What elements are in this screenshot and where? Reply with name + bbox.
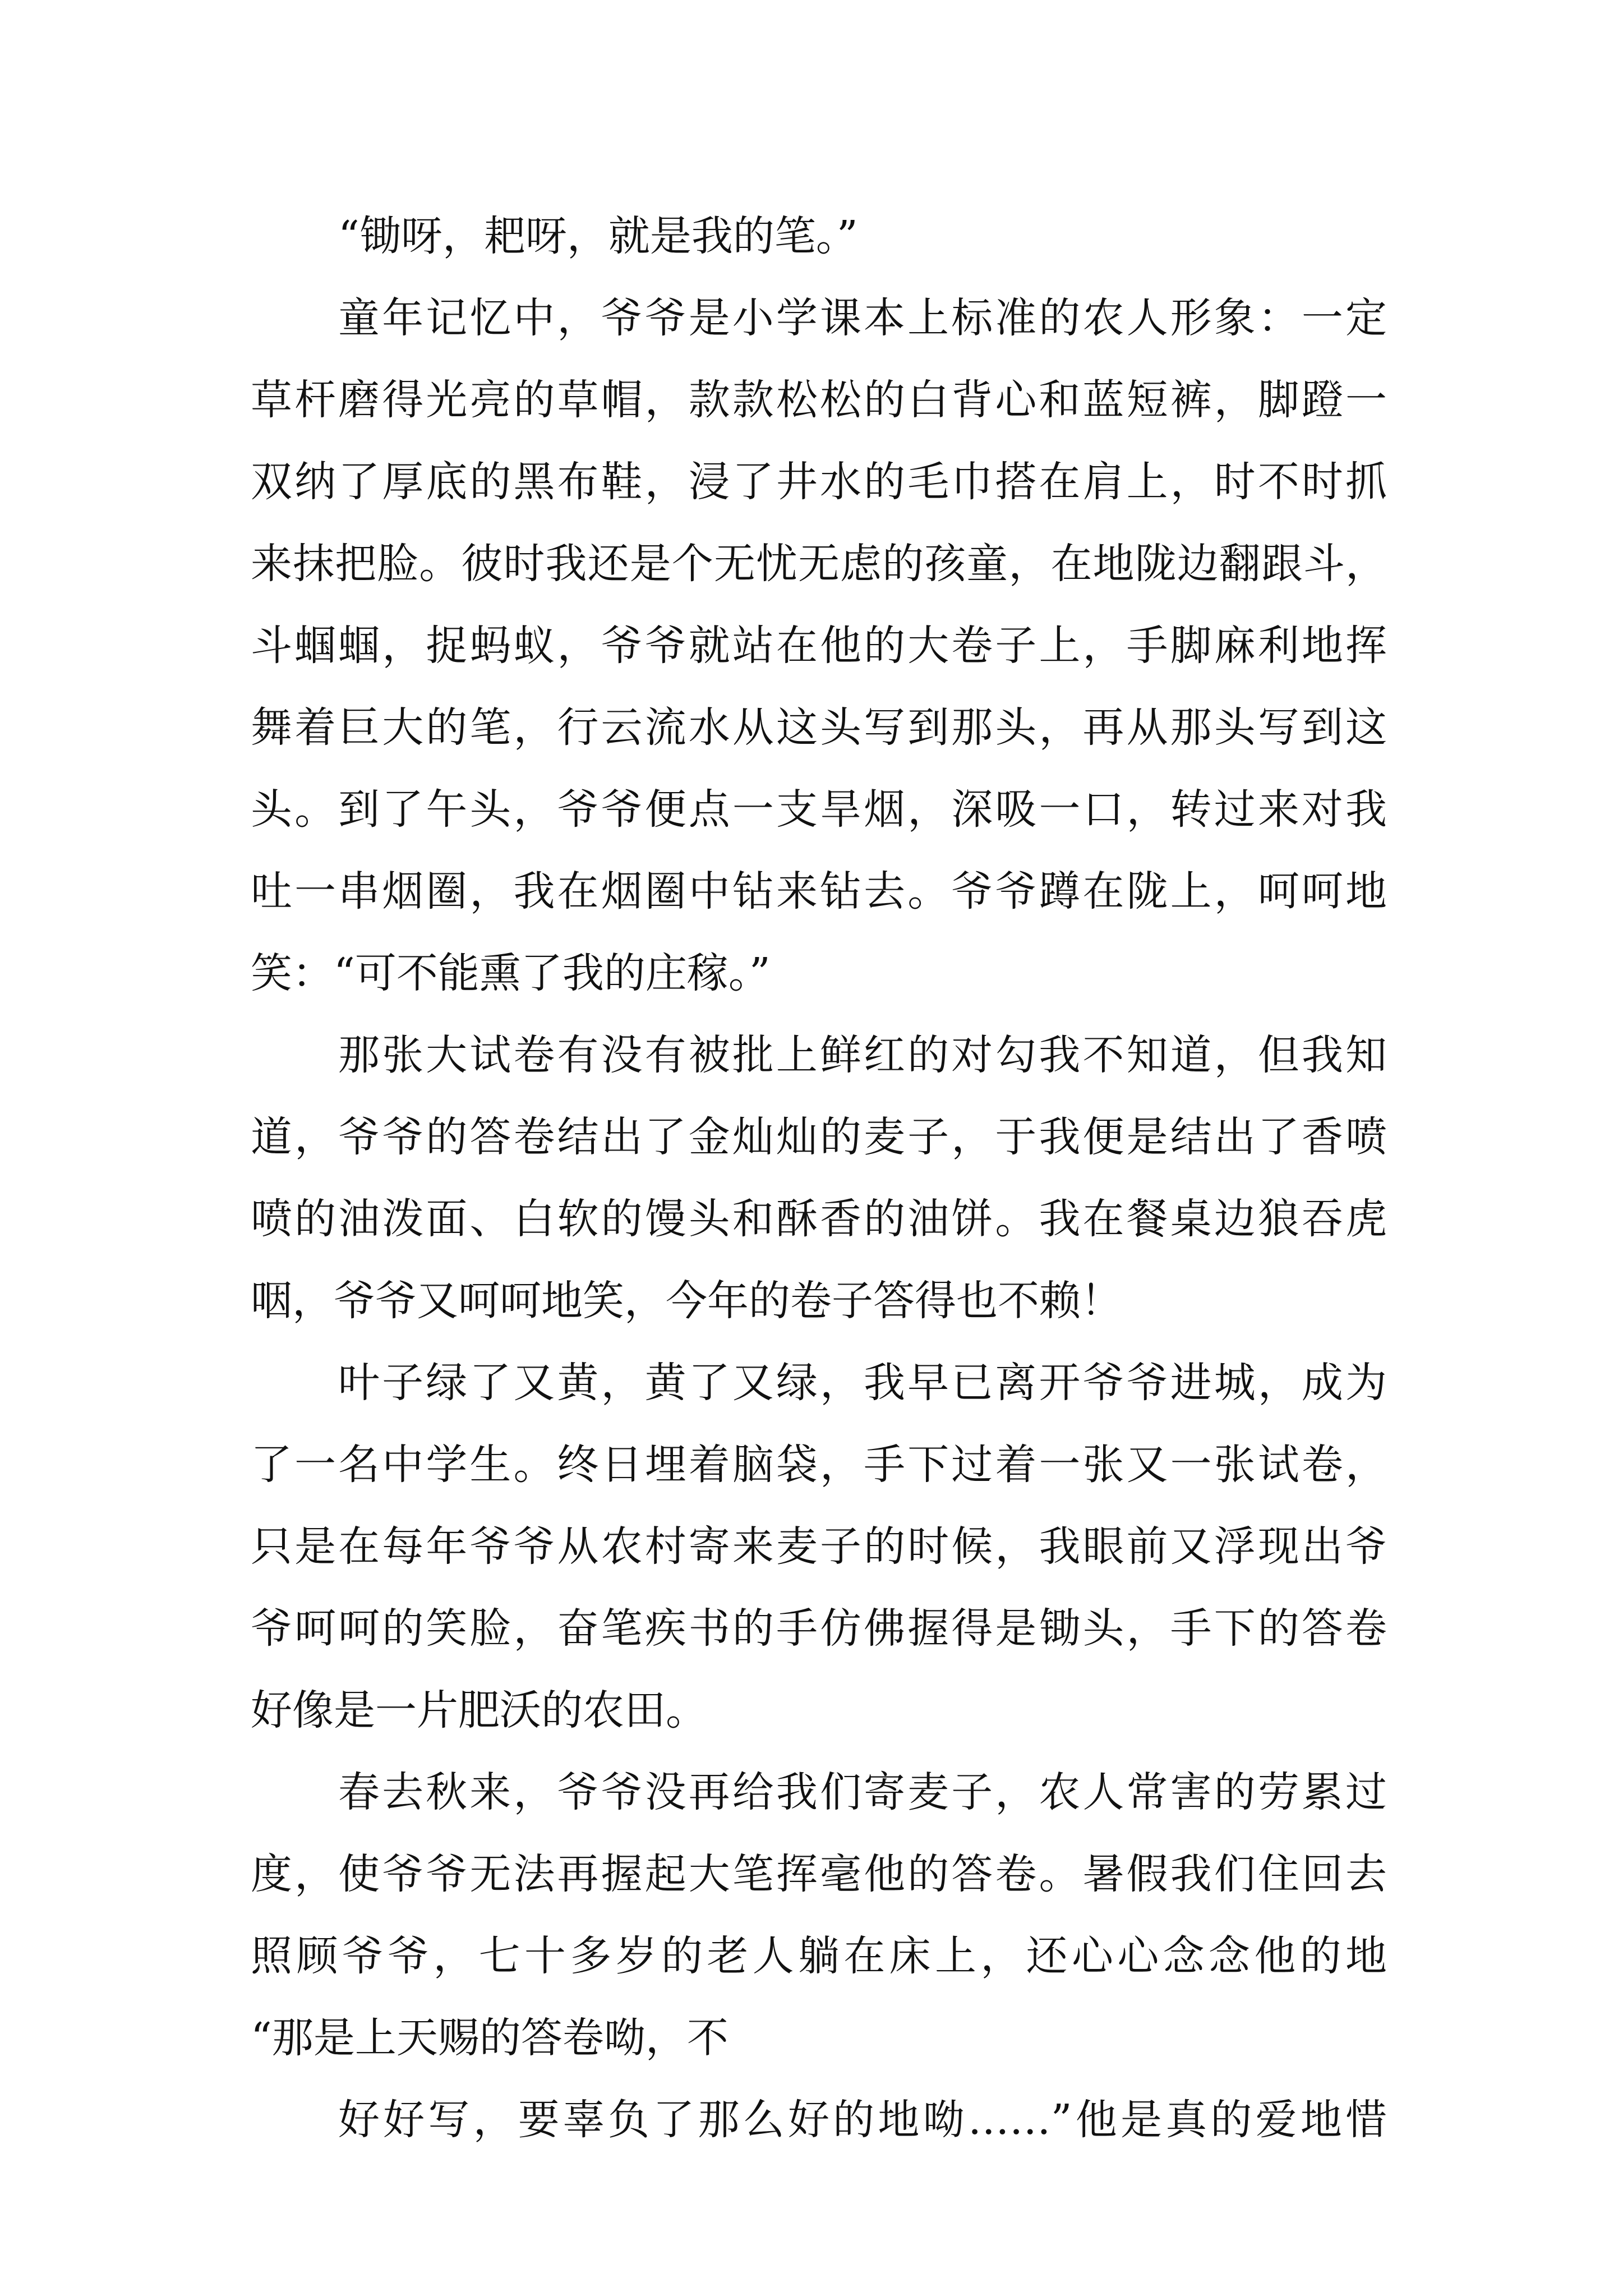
text-line: 双纳了厚底的黑布鞋，浸了井水的毛巾搭在肩上，时不时抓 [251,458,1387,506]
text-line: 头。到了午头，爷爷便点一支旱烟，深吸一口，转过来对我 [251,785,1387,834]
text-line: 吐一串烟圈，我在烟圈中钻来钻去。爷爷蹲在陇上，呵呵地 [251,867,1387,915]
text-line: 好好写，要辜负了那么好的地呦……”他是真的爱地惜 [338,2096,1387,2144]
text-line: 来抹把脸。彼时我还是个无忧无虑的孩童，在地陇边翻跟斗， [251,540,1387,588]
text-line: 只是在每年爷爷从农村寄来麦子的时候，我眼前又浮现出爷 [251,1522,1387,1571]
text-line: 度，使爷爷无法再握起大笔挥毫他的答卷。暑假我们住回去 [251,1850,1387,1898]
text-line: 道，爷爷的答卷结出了金灿灿的麦子，于我便是结出了香喷 [251,1113,1387,1161]
text-line: 春去秋来，爷爷没再给我们寄麦子，农人常害的劳累过 [338,1768,1387,1816]
text-line: 叶子绿了又黄，黄了又绿，我早已离开爷爷进城，成为 [338,1359,1387,1407]
paragraph [251,195,1387,277]
text-line: 舞着巨大的笔，行云流水从这头写到那头，再从那头写到这 [251,703,1387,752]
document-body [251,195,1387,2161]
text-line: 笑：“可不能熏了我的庄稼。” [251,949,771,997]
text-line: 照顾爷爷，七十多岁的老人躺在床上，还心心念念他的地 [251,1932,1387,1980]
text-line: 了一名中学生。终日埋着脑袋，手下过着一张又一张试卷， [251,1441,1387,1489]
text-line: “那是上天赐的答卷呦，不 [251,2014,728,2062]
text-line: 童年记忆中，爷爷是小学课本上标准的农人形象：一定 [338,294,1387,342]
paragraph [251,277,1387,1014]
text-line: 喷的油泼面、白软的馒头和酥香的油饼。我在餐桌边狼吞虎 [251,1195,1387,1243]
text-line: “锄呀，耙呀，就是我的笔。” [338,212,858,260]
paragraph [251,1014,1387,1342]
text-line: 爷呵呵的笑脸，奋笔疾书的手仿佛握得是锄头，手下的答卷 [251,1604,1387,1653]
text-line: 好像是一片肥沃的农田。 [251,1686,707,1734]
text-line: 草杆磨得光亮的草帽，款款松松的白背心和蓝短裤，脚蹬一 [251,376,1387,424]
paragraph [251,1342,1387,1751]
paragraph [251,2079,1387,2161]
paragraph [251,1751,1387,2079]
text-line: 斗蝈蝈，捉蚂蚁，爷爷就站在他的大卷子上，手脚麻利地挥 [251,622,1387,670]
text-line: 那张大试卷有没有被批上鲜红的对勾我不知道，但我知 [338,1031,1387,1079]
text-line: 咽，爷爷又呵呵地笑，今年的卷子答得也不赖！ [251,1277,1122,1325]
